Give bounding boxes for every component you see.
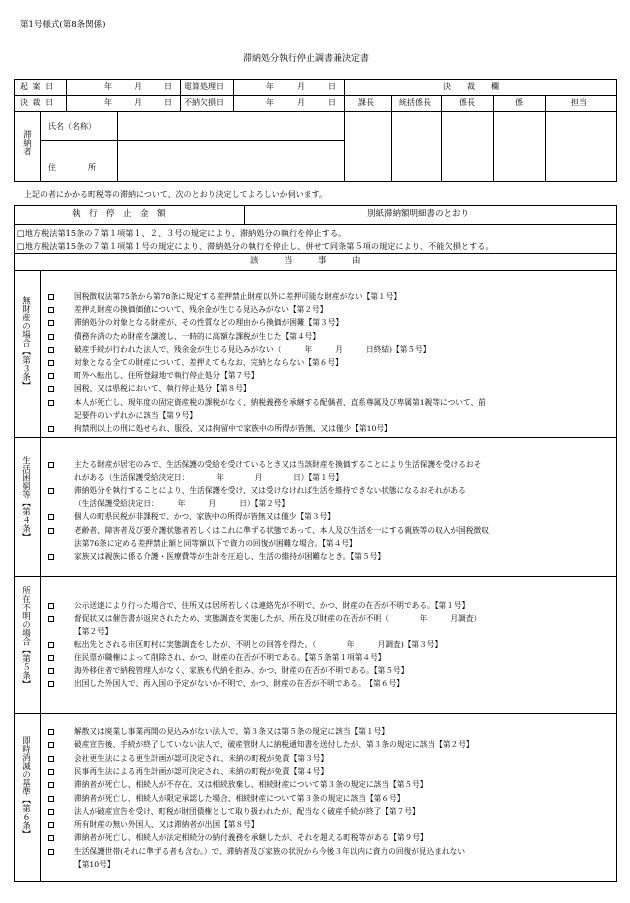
- option-1[interactable]: □地方税法第15条の７第１項第１、２、３号の規定により、滞納処分の執行を停止する。: [17, 228, 347, 238]
- checkbox[interactable]: [48, 426, 54, 432]
- reason-text: 本人が死亡し、現年度の固定資産税の課税がなく、納税義務を承継する配偶者、直系尊属及び卑属第1親等について、前: [74, 398, 486, 407]
- approver-kacho: 課長: [358, 98, 374, 107]
- funo-year: 年: [266, 98, 274, 107]
- densan-year: 年: [266, 82, 274, 91]
- intro-text: 上記の者にかかる町税等の滞納について、次のとおり決定してよろしいか伺います。: [24, 190, 328, 199]
- reason-text: 滞納処分を執行することにより、生活保護を受け、又は受けなければ生活を維持できない状態になるおそれがある: [74, 486, 466, 495]
- reason-text: 町外へ転出し、住所登録地で執行停止処分【第７号】: [74, 371, 259, 380]
- checkbox[interactable]: [48, 782, 54, 788]
- side-label-sokuji: 即時消滅の基準【第６条】: [20, 736, 31, 838]
- funo-month: 月: [297, 98, 305, 107]
- checkbox[interactable]: [48, 668, 54, 674]
- reason-text: 滞納処分の対象となる財産が、その性質などの理由から換価が困難【第３号】: [74, 318, 344, 327]
- reason-text: 会社更生法による更生計画が認可決定され、未納の町税が免責【第３号】: [74, 754, 329, 763]
- kian-year: 年: [104, 82, 112, 91]
- option-2[interactable]: □地方税法第15条の７第１項第１号の規定により、滞納処分の執行を停止し、併せて同条第５項の規定により、不能欠損とする。: [17, 241, 494, 251]
- reason-text: 滞納者が死亡し、相続人が不存在、又は相続放棄し、相続財産について第３条の規定に該当【第５号】: [74, 780, 428, 789]
- checkbox[interactable]: [48, 514, 54, 520]
- checkbox[interactable]: [48, 681, 54, 687]
- reason-text: 生活保護世帯(それに準ずる者も含む。）で、滞納者及び家族の状況から今後３年以内に資力の回復が見込まれない: [74, 847, 466, 856]
- checkbox[interactable]: [48, 742, 54, 748]
- checkbox[interactable]: [48, 400, 54, 406]
- reason-text-continued: 記要件のいずれかに該当【第９号】: [74, 411, 198, 420]
- taino-sha-label: 滞納者: [21, 130, 32, 156]
- checkbox[interactable]: [48, 822, 54, 828]
- name-field[interactable]: [118, 112, 343, 139]
- checkbox[interactable]: [48, 554, 54, 560]
- checkbox[interactable]: [48, 835, 54, 841]
- form-label: 第1号様式(第8条関係): [20, 20, 106, 30]
- stop-amount-label: 執 行 停 止 金 額: [72, 209, 166, 219]
- checkbox[interactable]: [48, 849, 54, 855]
- checkbox[interactable]: [48, 373, 54, 379]
- reason-text-continued: 【第２号】: [74, 627, 113, 636]
- reason-text-continued: 【第10号】: [74, 860, 115, 869]
- kessai-label: 決 裁 日: [20, 98, 55, 107]
- reason-text: 滞納者が死亡し、相続人が法定相続分の納付義務を承継したが、それを超える町税等がある【第９号】: [74, 833, 428, 842]
- funo-label: 不納欠損日: [184, 98, 224, 107]
- side-label-mu-zaisan: 無財産の場合【第３条】: [20, 296, 31, 390]
- checkbox[interactable]: [48, 462, 54, 468]
- checkbox[interactable]: [48, 603, 54, 609]
- reason-text: 国税、又は県税において、執行停止処分【第８号】: [74, 384, 251, 393]
- reason-text: 法人が破産宣告を受け、町税が財団債権として取り扱われたが、配当なく破産手続が終了【第７号】: [74, 807, 420, 816]
- kian-month: 月: [134, 82, 142, 91]
- reason-text: 老齢者、障害者及び要介護状態者若しくはこれに準ずる状態であって、本人及び生活を一にする親族等の収入が国税徴収: [74, 526, 489, 535]
- checkbox[interactable]: [48, 616, 54, 622]
- densan-month: 月: [297, 82, 305, 91]
- reason-text: 主たる財産が居宅のみで、生活保護の受給を受けているとき又は当該財産を換価することにより生活保護を受けるおそ: [74, 460, 482, 469]
- reason-text: 所有財産の無い外国人、又は滞納者が出国【第８号】: [74, 820, 259, 829]
- reason-text: 破産宣告後、手続が終了していない法人で、破産管財人に納税通知書を送付したが、第３条の規定に該当【第２号】: [74, 740, 474, 749]
- kian-day: 日: [164, 82, 172, 91]
- address-field[interactable]: [118, 141, 343, 180]
- densan-day: 日: [328, 82, 336, 91]
- approver-kakaricho: 係長: [459, 98, 475, 107]
- reason-text-continued: （生活保護受給決定日： 年 月 日）【第２号】: [74, 499, 290, 508]
- checkbox[interactable]: [48, 642, 54, 648]
- reason-text: 国税徴収法第75条から第78条に規定する差押禁止財産以外に差押可能な財産がない【第１号】: [74, 292, 402, 301]
- checkbox[interactable]: [48, 294, 54, 300]
- reason-text: 家族又は親族に係る介護・医療費等が生計を圧迫し、生活の維持が困難なとき。【第５号】: [74, 552, 386, 561]
- reason-text: 海外移住者で納税管理人がなく、家族も代納を拒み、かつ、財産の在否が不明である。【第５号】: [74, 666, 409, 675]
- reason-text: 出国した外国人で、再入国の予定がないか不明で、かつ、財産の在否が不明である。 【第６号】: [74, 679, 404, 688]
- approver-tokatsu: 統括係長: [399, 98, 431, 107]
- reason-text: 個人の町県民税が非課税で、かつ、家族中の所得が皆無又は僅少【第３号】: [74, 512, 335, 521]
- reason-text: 拘禁刑以上の刑に処せられ、服役、又は拘留中で家族中の所得が皆無、又は僅少【第10号】: [74, 424, 392, 433]
- checkbox[interactable]: [48, 756, 54, 762]
- kessai-month: 月: [134, 98, 142, 107]
- checkbox[interactable]: [48, 488, 54, 494]
- checkbox[interactable]: [48, 386, 54, 392]
- approver-tanto: 担当: [571, 98, 587, 107]
- checkbox[interactable]: [48, 729, 54, 735]
- reason-text: 公示送達により行った場合で、住所又は居所若しくは連絡先が不明で、かつ、財産の在否が不明である。【第１号】: [74, 601, 470, 610]
- reason-text: 差押え財産の換価価値について、残余金が生じる見込みがない【第２号】: [74, 305, 328, 314]
- side-label-shozai-fumei: 所在不明の場合【第５条】: [20, 586, 31, 688]
- checkbox[interactable]: [48, 320, 54, 326]
- stop-amount-value: 別紙滞納額明細書のとおり: [367, 209, 470, 219]
- checkbox[interactable]: [48, 528, 54, 534]
- funo-day: 日: [328, 98, 336, 107]
- kessai-ran-label: 決 裁 欄: [443, 82, 499, 91]
- checkbox[interactable]: [48, 769, 54, 775]
- checkbox[interactable]: [48, 307, 54, 313]
- checkbox[interactable]: [48, 360, 54, 366]
- checkbox[interactable]: [48, 809, 54, 815]
- reason-text: 民事再生法による再生計画が認可決定され、未納の町税が免責【第４号】: [74, 767, 329, 776]
- reason-text-continued: れがある（生活保護受給決定日： 年 月 日）【第１号】: [74, 473, 344, 482]
- checkbox[interactable]: [48, 347, 54, 353]
- checkbox[interactable]: [48, 796, 54, 802]
- reason-text: 転出先とされる市区町村に実態調査をしたが、不明との回答を得た。（ 年 月調査)【第３号】: [74, 640, 443, 649]
- reason-text: 督促状又は催告書が返戻されたため、実態調査を実施したが、所在及び財産の在否が不明（ 年 月調査）: [74, 614, 482, 623]
- reason-text: 滞納者が死亡し、相続人が限定承認した場合、相続財産について第３条の規定に該当【第６号】: [74, 794, 405, 803]
- name-label: 氏名（名称）: [48, 122, 96, 131]
- side-label-seikatsu: 生活困窮等【第４条】: [20, 456, 31, 541]
- reason-text: 住民票が職権によって削除され、かつ、財産の在否が不明である。【第５条第１項第４号】: [74, 653, 386, 662]
- kessai-day: 日: [164, 98, 172, 107]
- reason-text-continued: 法第76条に定める差押禁止額と同等額以下で資力の回復が困難な場合。【第４号】: [74, 539, 357, 548]
- document-title: 滞納処分執行停止調書兼決定書: [243, 54, 370, 64]
- reason-text: 債務弁済のため財産を譲渡し、一時的に高額な課税が生じた【第４号】: [74, 332, 321, 341]
- densan-label: 電算処理日: [184, 82, 224, 91]
- checkbox[interactable]: [48, 334, 54, 340]
- kian-label: 起 案 日: [20, 82, 55, 91]
- reason-text: 対象となる全ての財産について、差押えてもなお、完納とならない【第６号】: [74, 358, 343, 367]
- gaito-header: 該 当 事 由: [250, 256, 361, 266]
- reason-text: 解散又は廃業し事業再開の見込みがない法人で、第３条又は第５条の規定に該当【第１号】: [74, 727, 390, 736]
- approver-kakari: 係: [515, 98, 523, 107]
- address-label: 住 所: [48, 163, 96, 172]
- reason-text: 破産手続が行われた法人で、残余金が生じる見込みがない（ 年 月 日終結)【第５号】: [74, 345, 431, 354]
- checkbox[interactable]: [48, 655, 54, 661]
- kessai-year: 年: [104, 98, 112, 107]
